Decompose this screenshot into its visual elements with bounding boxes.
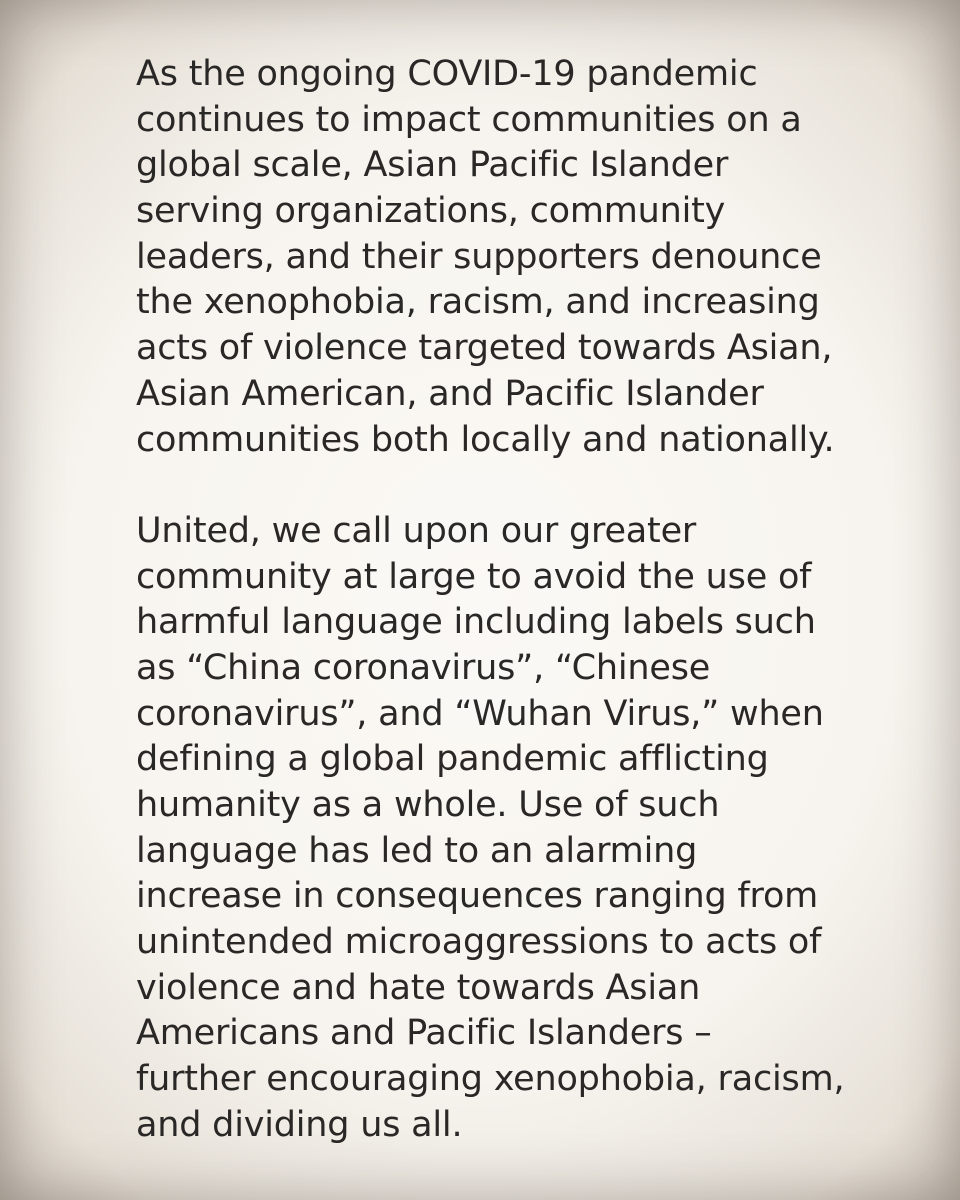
text-line: harmful language including labels such	[136, 602, 816, 643]
text-line: the xenophobia, racism, and increasing	[136, 282, 820, 323]
paragraph-1	[136, 52, 896, 463]
text-line: continues to impact communities on a	[136, 99, 802, 140]
text-line: violence and hate towards Asian	[136, 967, 701, 1008]
text-line: community at large to avoid the use of	[136, 556, 812, 597]
text-line: acts of violence targeted towards Asian,	[136, 328, 833, 369]
text-line: humanity as a whole. Use of such	[136, 785, 720, 825]
text-line: coronavirus”, and “Wuhan Virus,” when	[136, 693, 824, 734]
text-line: communities both locally and nationally.	[136, 419, 835, 460]
text-line: global scale, Asian Pacific Islander	[136, 145, 729, 186]
text-line: increase in consequences ranging from	[136, 876, 819, 917]
text-line: United, we call upon our greater	[136, 510, 697, 551]
text-line: unintended microaggressions to acts of	[136, 922, 822, 963]
text-line: Americans and Pacific Islanders –	[136, 1013, 712, 1054]
statement-text	[136, 52, 896, 1149]
text-line: as “China coronavirus”, “Chinese	[136, 647, 711, 688]
text-line: and dividing us all.	[136, 1104, 463, 1145]
text-line: leaders, and their supporters denounce	[136, 236, 822, 277]
text-line: serving organizations, community	[136, 191, 726, 232]
paragraph-2	[136, 509, 896, 1149]
text-line: further encouraging xenophobia, racism,	[136, 1059, 845, 1100]
text-line: Asian American, and Pacific Islander	[136, 373, 764, 414]
paragraph-spacer	[136, 463, 896, 509]
text-line: language has led to an alarming	[136, 830, 698, 871]
text-line: As the ongoing COVID-19 pandemic	[136, 54, 758, 94]
text-line: defining a global pandemic afflicting	[136, 739, 769, 780]
